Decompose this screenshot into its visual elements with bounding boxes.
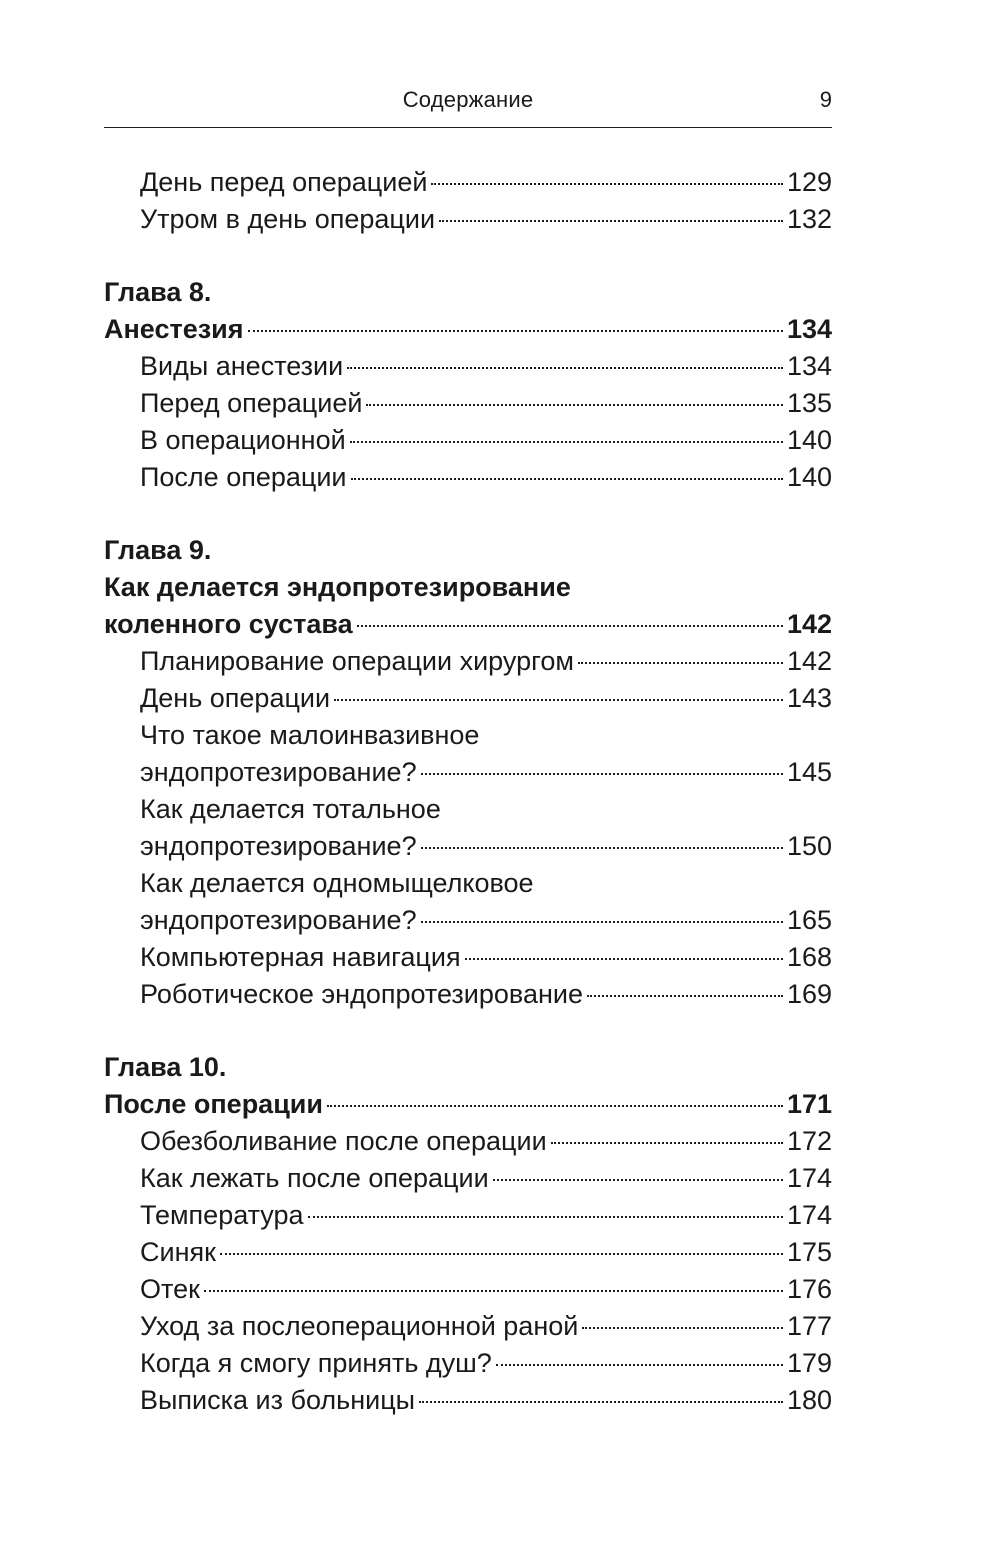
toc-entry-page: 129 <box>786 167 832 197</box>
toc-entry[interactable] <box>104 385 832 422</box>
chapter-9-page: 142 <box>786 609 832 639</box>
toc-entry-page: 140 <box>786 425 832 455</box>
chapter-8-page: 134 <box>786 314 832 344</box>
toc-entry-title: После операции <box>140 462 347 492</box>
dot-leader <box>350 441 783 443</box>
dot-leader <box>334 699 783 701</box>
toc-entry[interactable] <box>104 348 832 385</box>
toc-entry-page: 176 <box>786 1274 832 1304</box>
toc-entry[interactable] <box>104 422 832 459</box>
toc-entry[interactable] <box>104 1382 832 1419</box>
chapter-9-title-entry[interactable] <box>104 606 832 643</box>
toc-entry[interactable] <box>104 643 832 680</box>
toc-entry-title: Виды анестезии <box>140 351 344 381</box>
toc-entry-title: Как лежать после операции <box>140 1163 489 1193</box>
toc-entry-title-line1[interactable]: Что такое малоинвазивное <box>140 720 480 750</box>
toc-entry-title: Утром в день операции <box>140 204 436 234</box>
toc-entry[interactable] <box>104 164 832 201</box>
dot-leader <box>431 183 782 185</box>
toc-entry-title: Синяк <box>140 1237 216 1267</box>
running-title: Содержание <box>402 87 534 112</box>
toc-entry-page: 168 <box>786 942 832 972</box>
toc-entry-title: Уход за послеоперационной раной <box>140 1311 579 1341</box>
toc-entry-title: эндопротезирование? <box>140 757 417 787</box>
toc-entry-page: 175 <box>786 1237 832 1267</box>
dot-leader <box>366 404 782 406</box>
dot-leader <box>327 1105 783 1107</box>
chapter-10-title: После операции <box>104 1089 323 1119</box>
toc-entry-title: эндопротезирование? <box>140 831 417 861</box>
dot-leader <box>587 995 783 997</box>
toc-entry-page: 174 <box>786 1200 832 1230</box>
dot-leader <box>357 625 783 627</box>
chapter-9-title-line2: коленного сустава <box>104 609 353 639</box>
dot-leader <box>220 1253 783 1255</box>
toc-entry-page: 145 <box>786 757 832 787</box>
toc-entry-page: 143 <box>786 683 832 713</box>
toc-entry-page: 142 <box>786 646 832 676</box>
toc-entry[interactable] <box>104 1160 832 1197</box>
toc-entry-title: Планирование операции хирургом <box>140 646 574 676</box>
dot-leader <box>496 1364 783 1366</box>
toc-entry-page: 179 <box>786 1348 832 1378</box>
chapter-9-label: Глава 9. <box>104 535 212 565</box>
dot-leader <box>419 1401 783 1403</box>
dot-leader <box>248 330 783 332</box>
dot-leader <box>465 958 783 960</box>
toc-entry-title: День операции <box>140 683 331 713</box>
dot-leader <box>347 367 783 369</box>
toc-entry-title: Компьютерная навигация <box>140 942 461 972</box>
toc-entry[interactable] <box>104 680 832 717</box>
toc-entry-page: 135 <box>786 388 832 418</box>
toc-entry-title: В операционной <box>140 425 346 455</box>
page-number: 9 <box>819 87 832 112</box>
toc-entry[interactable] <box>104 828 832 865</box>
toc-entry[interactable] <box>104 1345 832 1382</box>
dot-leader <box>204 1290 783 1292</box>
toc-entry-title: Отек <box>140 1274 200 1304</box>
dot-leader <box>578 662 783 664</box>
toc-entry-title: День перед операцией <box>140 167 428 197</box>
toc-entry-title-line1[interactable]: Как делается одномыщелковое <box>140 868 534 898</box>
toc-entry[interactable] <box>104 1308 832 1345</box>
toc-entry-title: Перед операцией <box>140 388 363 418</box>
toc-entry-title: эндопротезирование? <box>140 905 417 935</box>
toc-entry-page: 134 <box>786 351 832 381</box>
toc-entry-page: 169 <box>786 979 832 1009</box>
toc-entry[interactable] <box>104 1271 832 1308</box>
dot-leader <box>308 1216 783 1218</box>
book-page <box>104 0 832 1419</box>
toc-entry-page: 174 <box>786 1163 832 1193</box>
chapter-8-title-entry[interactable] <box>104 311 832 348</box>
toc-entry[interactable] <box>104 459 832 496</box>
toc-entry-title: Выписка из больницы <box>140 1385 416 1415</box>
toc-entry-title: Обезболивание после операции <box>140 1126 547 1156</box>
toc-entry-title: Температура <box>140 1200 304 1230</box>
dot-leader <box>439 220 783 222</box>
chapter-10-title-entry[interactable] <box>104 1086 832 1123</box>
toc-entry-title-line1[interactable]: Как делается тотальное <box>140 794 441 824</box>
toc-entry-title: Роботическое эндопротезирование <box>140 979 583 1009</box>
toc-entry-page: 172 <box>786 1126 832 1156</box>
toc-entry[interactable] <box>104 976 832 1013</box>
toc-entry-page: 177 <box>786 1311 832 1341</box>
toc-entry[interactable] <box>104 939 832 976</box>
dot-leader <box>421 773 783 775</box>
chapter-8-label: Глава 8. <box>104 277 212 307</box>
dot-leader <box>421 921 783 923</box>
toc-entry-page: 180 <box>786 1385 832 1415</box>
dot-leader <box>493 1179 783 1181</box>
toc-entry-page: 165 <box>786 905 832 935</box>
toc-entry-page: 140 <box>786 462 832 492</box>
toc-entry[interactable] <box>104 754 832 791</box>
chapter-10-page: 171 <box>786 1089 832 1119</box>
running-head <box>104 0 832 128</box>
chapter-8-title: Анестезия <box>104 314 244 344</box>
dot-leader <box>551 1142 783 1144</box>
chapter-9-title-line1[interactable]: Как делается эндопротезирование <box>104 572 571 602</box>
toc-entry[interactable] <box>104 902 832 939</box>
toc-entry[interactable] <box>104 201 832 238</box>
toc-entry-page: 132 <box>786 204 832 234</box>
table-of-contents <box>104 164 832 1419</box>
dot-leader <box>351 478 783 480</box>
toc-entry-title: Когда я смогу принять душ? <box>140 1348 492 1378</box>
dot-leader <box>421 847 783 849</box>
toc-entry[interactable] <box>104 1197 832 1234</box>
toc-entry-page: 150 <box>786 831 832 861</box>
toc-entry[interactable] <box>104 1234 832 1271</box>
toc-entry[interactable] <box>104 1123 832 1160</box>
chapter-10-label: Глава 10. <box>104 1052 227 1082</box>
dot-leader <box>582 1327 783 1329</box>
